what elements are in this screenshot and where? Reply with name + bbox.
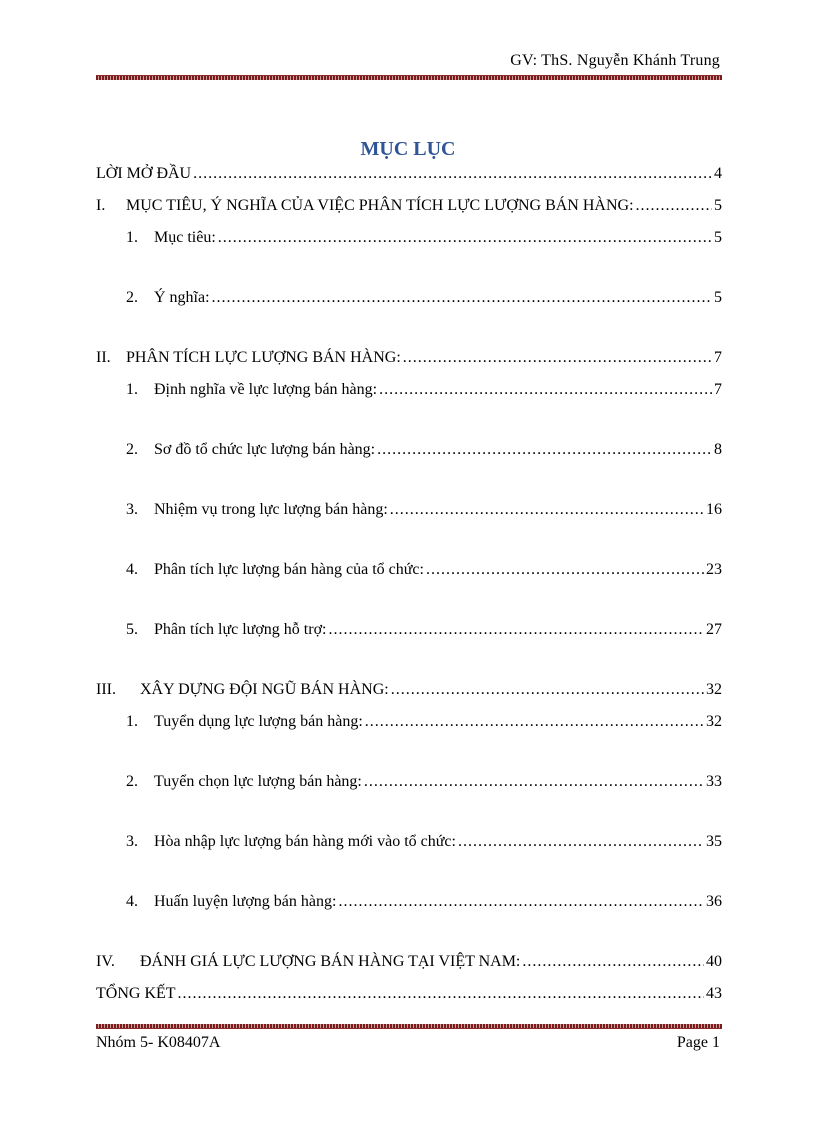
toc-entry-page: 5 bbox=[714, 289, 722, 306]
dot-leader bbox=[364, 772, 704, 792]
dot-leader bbox=[212, 288, 712, 308]
dot-leader bbox=[218, 228, 712, 248]
dot-leader bbox=[391, 680, 704, 700]
dot-leader bbox=[390, 500, 704, 520]
toc-entry-number: IV. bbox=[96, 953, 115, 970]
toc-entry-label: PHÂN TÍCH LỰC LƯỢNG BÁN HÀNG: bbox=[126, 349, 401, 366]
toc-entry-section-1[interactable] bbox=[96, 196, 722, 216]
toc-entry-number: 4. bbox=[126, 893, 138, 910]
dot-leader bbox=[522, 952, 704, 972]
toc-title: MỤC LỤC bbox=[360, 138, 456, 160]
toc-entry-2-2[interactable] bbox=[126, 440, 722, 460]
toc-entry-page: 7 bbox=[714, 349, 722, 366]
toc-entry-number: 3. bbox=[126, 501, 138, 518]
toc-entry-number: 5. bbox=[126, 621, 138, 638]
dot-leader bbox=[379, 380, 712, 400]
toc-entry-label: TỔNG KẾT bbox=[96, 985, 176, 1002]
toc-entry-page: 43 bbox=[706, 985, 722, 1002]
toc-entry-1-2[interactable] bbox=[126, 288, 722, 308]
toc-entry-number: 3. bbox=[126, 833, 138, 850]
toc-entry-label: Định nghĩa về lực lượng bán hàng: bbox=[154, 381, 378, 398]
dot-leader bbox=[636, 196, 712, 216]
page-number: Page 1 bbox=[676, 1034, 720, 1051]
footer-group: Nhóm 5- K08407A bbox=[96, 1034, 221, 1051]
toc-entry-label: Phân tích lực lượng bán hàng của tổ chức: bbox=[154, 561, 424, 578]
toc-entry-label: Nhiệm vụ trong lực lượng bán hàng: bbox=[154, 501, 388, 518]
toc-entry-label: Tuyển chọn lực lượng bán hàng: bbox=[154, 773, 362, 790]
toc-entry-2-4[interactable] bbox=[126, 560, 722, 580]
dot-leader bbox=[458, 832, 704, 852]
toc-entry-label: XÂY DỰNG ĐỘI NGŨ BÁN HÀNG: bbox=[140, 681, 389, 698]
dot-leader bbox=[426, 560, 704, 580]
toc-entry-number: II. bbox=[96, 349, 111, 366]
toc-entry-label: Ý nghĩa: bbox=[154, 289, 210, 306]
toc-entry-label: Huấn luyện lượng bán hàng: bbox=[154, 893, 337, 910]
dot-leader bbox=[178, 984, 704, 1004]
toc-entry-page: 4 bbox=[714, 165, 722, 182]
toc-entry-page: 5 bbox=[714, 229, 722, 246]
toc-entry-page: 32 bbox=[706, 681, 722, 698]
toc-entry-number: 4. bbox=[126, 561, 138, 578]
toc-entry-page: 16 bbox=[706, 501, 722, 518]
toc-entry-label: Tuyển dụng lực lượng bán hàng: bbox=[154, 713, 363, 730]
toc-entry-label: ĐÁNH GIÁ LỰC LƯỢNG BÁN HÀNG TẠI VIỆT NAM: bbox=[140, 953, 521, 970]
toc-entry-page: 36 bbox=[706, 893, 722, 910]
toc-entry-intro[interactable] bbox=[96, 164, 722, 184]
toc-entry-number: 1. bbox=[126, 713, 138, 730]
toc-entry-number: 2. bbox=[126, 773, 138, 790]
toc-entry-page: 32 bbox=[706, 713, 722, 730]
toc-entry-page: 7 bbox=[714, 381, 722, 398]
dot-leader bbox=[328, 620, 704, 640]
toc-entry-number: I. bbox=[96, 197, 106, 214]
toc-entry-2-3[interactable] bbox=[126, 500, 722, 520]
toc-entry-number: 2. bbox=[126, 441, 138, 458]
toc-entry-3-3[interactable] bbox=[126, 832, 722, 852]
toc-entry-section-3[interactable] bbox=[96, 680, 722, 700]
toc-entry-page: 5 bbox=[714, 197, 722, 214]
dot-leader bbox=[338, 892, 704, 912]
toc-entry-page: 8 bbox=[714, 441, 722, 458]
toc-entry-number: 1. bbox=[126, 229, 138, 246]
dot-leader bbox=[377, 440, 712, 460]
dot-leader bbox=[365, 712, 704, 732]
toc-entry-2-1[interactable] bbox=[126, 380, 722, 400]
toc-entry-page: 40 bbox=[706, 953, 722, 970]
footer-rule bbox=[96, 1024, 722, 1030]
toc-entry-page: 23 bbox=[706, 561, 722, 578]
toc-entry-label: LỜI MỞ ĐẦU bbox=[96, 165, 192, 182]
toc-entry-section-4[interactable] bbox=[96, 952, 722, 972]
toc-entry-3-4[interactable] bbox=[126, 892, 722, 912]
toc-entry-number: 2. bbox=[126, 289, 138, 306]
page-header: GV: ThS. Nguyễn Khánh Trung bbox=[510, 52, 720, 69]
toc-entry-section-2[interactable] bbox=[96, 348, 722, 368]
toc-entry-page: 27 bbox=[706, 621, 722, 638]
toc-entry-label: Mục tiêu: bbox=[154, 229, 216, 246]
toc-entry-label: Phân tích lực lượng hỗ trợ: bbox=[154, 621, 327, 638]
toc-entry-label: Sơ đồ tổ chức lực lượng bán hàng: bbox=[154, 441, 376, 458]
toc-entry-label: MỤC TIÊU, Ý NGHĨA CỦA VIỆC PHÂN TÍCH LỰC LƯỢNG BÁN HÀNG: bbox=[126, 197, 634, 214]
toc-entry-1-1[interactable] bbox=[126, 228, 722, 248]
header-rule bbox=[96, 74, 722, 80]
toc-entry-page: 33 bbox=[706, 773, 722, 790]
dot-leader bbox=[193, 164, 712, 184]
toc-entry-3-1[interactable] bbox=[126, 712, 722, 732]
toc-entry-number: III. bbox=[96, 681, 116, 698]
toc-entry-2-5[interactable] bbox=[126, 620, 722, 640]
toc-entry-number: 1. bbox=[126, 381, 138, 398]
toc-entry-label: Hòa nhập lực lượng bán hàng mới vào tổ chức: bbox=[154, 833, 456, 850]
toc-entry-3-2[interactable] bbox=[126, 772, 722, 792]
dot-leader bbox=[403, 348, 712, 368]
toc-entry-summary[interactable] bbox=[96, 984, 722, 1004]
toc-entry-page: 35 bbox=[706, 833, 722, 850]
